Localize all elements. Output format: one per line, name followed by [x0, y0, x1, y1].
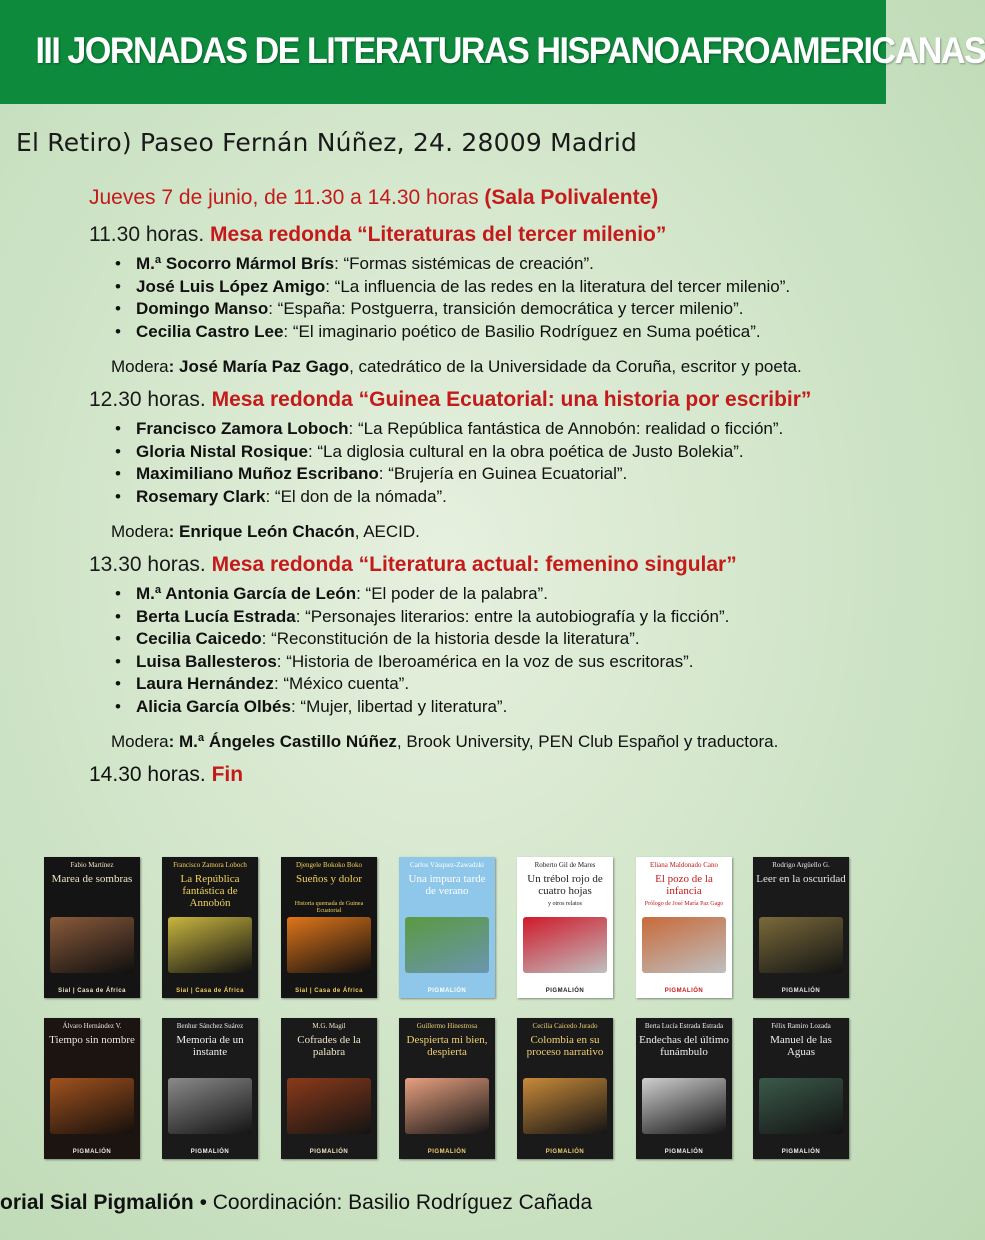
footer-publisher: orial Sial Pigmalión	[0, 1191, 194, 1214]
session-title: Mesa redonda “Literatura actual: femenino singular”	[211, 553, 737, 576]
book-cover	[44, 1018, 140, 1159]
page-title: III JORNADAS DE LITERATURAS HISPANOAFROAMERICANAS	[35, 30, 985, 71]
footer	[0, 1191, 592, 1215]
session-title: Mesa redonda “Guinea Ecuatorial: una historia por escribir”	[211, 388, 812, 411]
bullet-icon: •	[115, 321, 121, 341]
book-cover	[517, 857, 613, 998]
book-cover	[399, 857, 495, 998]
room-name: (Sala Polivalente)	[484, 186, 659, 209]
moderator-label: Modera	[111, 732, 169, 751]
book-author: Eliana Maldonado Cano	[649, 861, 719, 869]
speaker-name: Luisa Ballesteros	[136, 651, 277, 671]
book-title: Manuel de las Aguas	[770, 1034, 832, 1058]
speaker-name: M.ª Socorro Mármol Brís	[136, 254, 335, 273]
bullet-icon: •	[115, 299, 121, 318]
book-art	[523, 917, 607, 973]
book-author: Rodrigo Argüello G.	[772, 861, 830, 869]
talk-title: : “Formas sistémicas de creación”.	[334, 254, 594, 273]
speaker-list	[89, 253, 869, 343]
venue-address: El Retiro) Paseo Fernán Núñez, 24. 28009 Madrid	[16, 128, 638, 157]
moderator-detail: , Brook University, PEN Club Español y traductora.	[396, 732, 779, 751]
speaker-item	[115, 651, 869, 674]
bullet-icon: •	[115, 674, 121, 693]
bullet-icon: •	[115, 696, 121, 716]
moderator-detail: , AECID.	[354, 522, 420, 541]
bullet-icon: •	[115, 441, 121, 461]
book-author: M.G. Magil	[312, 1022, 346, 1030]
book-author: Benhur Sánchez Suárez	[176, 1022, 244, 1030]
book-author: Álvaro Hernández V.	[62, 1022, 122, 1030]
book-author: Roberto Gil de Mares	[534, 861, 596, 869]
speaker-item	[115, 253, 869, 276]
book-cover	[162, 1018, 258, 1159]
speaker-item	[115, 441, 869, 464]
publisher-logo: PIGMALIÓN	[781, 988, 821, 994]
session-heading	[89, 223, 869, 247]
moderator-name: : José María Paz Gago	[168, 357, 350, 376]
book-covers	[44, 857, 852, 1160]
book-art	[405, 917, 489, 973]
session-time: 13.30 horas.	[89, 553, 206, 576]
book-cover	[44, 857, 140, 998]
moderator-detail: , catedrático de la Universidade da Coruña, escritor y poeta.	[349, 357, 802, 376]
talk-title: : “Brujería en Guinea Ecuatorial”.	[378, 464, 628, 483]
speaker-item	[115, 583, 869, 606]
speaker-list	[89, 418, 869, 508]
publisher-logo: Sial | Casa de África	[58, 988, 126, 994]
closing-line	[89, 763, 869, 787]
book-art	[168, 917, 252, 973]
moderator-name: : Enrique León Chacón	[168, 522, 355, 541]
publisher-logo: PIGMALIÓN	[190, 1149, 230, 1155]
bullet-icon: •	[115, 629, 121, 648]
book-title: Marea de sombras	[51, 873, 133, 885]
bullet-icon: •	[115, 276, 121, 296]
day-text: Jueves 7 de junio, de 11.30 a 14.30 horas	[89, 186, 485, 209]
book-art	[642, 917, 726, 973]
bullet-icon: •	[115, 606, 121, 626]
closing-label: Fin	[211, 763, 244, 786]
talk-title: : “El poder de la palabra”.	[356, 584, 548, 603]
speaker-name: Cecilia Caicedo	[136, 629, 262, 648]
speaker-item	[115, 418, 869, 441]
book-art	[50, 1078, 134, 1134]
footer-separator: •	[199, 1191, 207, 1214]
book-subtitle: Historia quemada de Guinea Ecuatorial	[294, 901, 364, 914]
sessions-list	[89, 223, 869, 753]
talk-title: : “Personajes literarios: entre la autobiografía y la ficción”.	[295, 606, 730, 626]
book-art	[759, 917, 843, 973]
book-subtitle: Prólogo de José María Paz Gago	[644, 901, 724, 907]
speaker-name: Berta Lucía Estrada	[136, 606, 296, 626]
moderator-label: Modera	[111, 522, 169, 541]
program-content	[89, 186, 869, 787]
publisher-logo: Sial | Casa de África	[295, 988, 363, 994]
publisher-logo: PIGMALIÓN	[545, 988, 585, 994]
speaker-item	[115, 298, 869, 321]
bullet-icon: •	[115, 486, 121, 506]
talk-title: : “La influencia de las redes en la literatura del tercer milenio”.	[325, 276, 791, 296]
moderator-line	[111, 355, 869, 378]
book-cover	[399, 1018, 495, 1159]
book-cover	[753, 857, 849, 998]
book-author: Francisco Zamora Loboch	[173, 861, 247, 869]
bullet-icon: •	[115, 584, 121, 603]
book-row-1	[44, 857, 852, 999]
session-heading	[89, 553, 869, 577]
book-subtitle: y otros relatos	[548, 901, 582, 907]
book-cover	[281, 857, 377, 998]
book-art	[287, 1078, 371, 1134]
publisher-logo: PIGMALIÓN	[664, 1149, 704, 1155]
bullet-icon: •	[115, 651, 121, 671]
moderator-label: Modera	[111, 357, 169, 376]
book-title: Memoria de un instante	[176, 1034, 244, 1058]
book-cover	[753, 1018, 849, 1159]
book-cover	[517, 1018, 613, 1159]
book-art	[50, 917, 134, 973]
book-title: Un trébol rojo de cuatro hojas	[527, 873, 603, 897]
book-art	[287, 917, 371, 973]
publisher-logo: Sial | Casa de África	[176, 988, 244, 994]
book-author: Carlos Vásquez-Zawadzki	[410, 861, 484, 869]
book-author: Félix Ramiro Lozada	[771, 1022, 831, 1030]
bullet-icon: •	[115, 254, 121, 273]
session-time: 11.30 horas.	[89, 223, 205, 246]
book-title: El pozo de la infancia	[655, 873, 713, 897]
speaker-name: José Luis López Amigo	[136, 276, 326, 296]
book-author: Djengele Bokoko Boko	[295, 861, 363, 869]
closing-time: 14.30 horas.	[89, 763, 206, 786]
publisher-logo: PIGMALIÓN	[664, 988, 704, 994]
book-author: Fabio Martínez	[70, 861, 114, 869]
speaker-item	[115, 463, 869, 486]
speaker-name: M.ª Antonia García de León	[136, 584, 357, 603]
book-title: Sueños y dolor	[296, 873, 362, 885]
book-cover	[636, 857, 732, 998]
speaker-item	[115, 628, 869, 651]
publisher-logo: PIGMALIÓN	[72, 1149, 112, 1155]
book-author: Berta Lucía Estrada Estrada	[644, 1022, 724, 1030]
book-title: Cofrades de la palabra	[297, 1034, 361, 1058]
book-author: Cecilia Caicedo Jurado	[532, 1022, 598, 1030]
book-title: La República fantástica de Annobón	[180, 873, 240, 909]
talk-title: : “El imaginario poético de Basilio Rodríguez en Suma poética”.	[283, 321, 761, 341]
book-art	[168, 1078, 252, 1134]
book-title: Endechas del último funámbulo	[639, 1034, 729, 1058]
book-title: Tiempo sin nombre	[49, 1034, 135, 1046]
speaker-name: Laura Hernández	[136, 674, 274, 693]
publisher-logo: PIGMALIÓN	[309, 1149, 349, 1155]
book-title: Leer en la oscuridad	[756, 873, 846, 885]
talk-title: : “Mujer, libertad y literatura”.	[290, 696, 508, 716]
speaker-item	[115, 486, 869, 509]
speaker-item	[115, 321, 869, 344]
book-cover	[162, 857, 258, 998]
talk-title: : “La República fantástica de Annobón: realidad o ficción”.	[348, 419, 784, 438]
talk-title: : “España: Postguerra, transición democrática y tercer milenio”.	[268, 299, 744, 318]
publisher-logo: PIGMALIÓN	[545, 1149, 585, 1155]
speaker-name: Maximiliano Muñoz Escribano	[136, 464, 379, 483]
speaker-item	[115, 606, 869, 629]
publisher-logo: PIGMALIÓN	[427, 988, 467, 994]
book-art	[523, 1078, 607, 1134]
bullet-icon: •	[115, 419, 121, 438]
book-title: Despierta mi bien, despierta	[406, 1034, 488, 1058]
book-title: Una impura tarde de verano	[408, 873, 486, 897]
book-row-2	[44, 1018, 852, 1160]
session-heading	[89, 388, 869, 412]
book-art	[405, 1078, 489, 1134]
speaker-name: Alicia García Olbés	[136, 696, 291, 716]
book-cover	[636, 1018, 732, 1159]
footer-coordination: Coordinación: Basilio Rodríguez Cañada	[212, 1191, 593, 1214]
talk-title: : “El don de la nómada”.	[265, 486, 447, 506]
talk-title: : “Reconstitución de la historia desde la literatura”.	[261, 629, 640, 648]
session-time: 12.30 horas.	[89, 388, 206, 411]
book-art	[642, 1078, 726, 1134]
speaker-name: Gloria Nistal Rosique	[136, 441, 308, 461]
speaker-item	[115, 696, 869, 719]
session-title: Mesa redonda “Literaturas del tercer milenio”	[210, 223, 667, 246]
talk-title: : “La diglosia cultural en la obra poética de Justo Bolekia”.	[307, 441, 744, 461]
publisher-logo: PIGMALIÓN	[427, 1149, 467, 1155]
book-author: Guillermo Hinestrosa	[416, 1022, 478, 1030]
moderator-line	[111, 520, 869, 543]
bullet-icon: •	[115, 464, 121, 483]
header-banner	[0, 0, 985, 104]
day-line	[89, 186, 869, 210]
moderator-line	[111, 730, 869, 753]
speaker-name: Cecilia Castro Lee	[136, 321, 284, 341]
book-cover	[281, 1018, 377, 1159]
speaker-item	[115, 276, 869, 299]
speaker-name: Francisco Zamora Loboch	[136, 419, 349, 438]
book-title: Colombia en su proceso narrativo	[526, 1034, 604, 1058]
speaker-item	[115, 673, 869, 696]
speaker-list	[89, 583, 869, 718]
moderator-name: : M.ª Ángeles Castillo Núñez	[168, 732, 397, 751]
speaker-name: Domingo Manso	[136, 299, 269, 318]
talk-title: : “México cuenta”.	[273, 674, 410, 693]
speaker-name: Rosemary Clark	[136, 486, 266, 506]
book-art	[759, 1078, 843, 1134]
publisher-logo: PIGMALIÓN	[781, 1149, 821, 1155]
talk-title: : “Historia de Iberoamérica en la voz de sus escritoras”.	[276, 651, 694, 671]
